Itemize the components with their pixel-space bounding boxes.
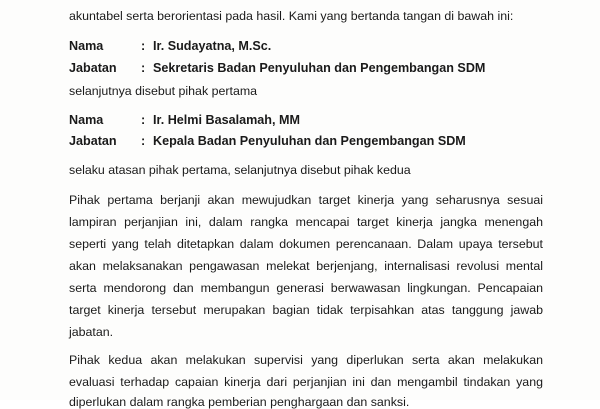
first-party-name-colon: : bbox=[141, 39, 146, 53]
paragraph-1-line: serta mendorong dan membangun generasi berwawasan lingkungan. Pencapaian bbox=[69, 281, 543, 295]
intro-line: akuntabel serta berorientasi pada hasil. Kami yang bertanda tangan di bawah ini: bbox=[69, 9, 514, 23]
first-party-name-value: Ir. Sudayatna, M.Sc. bbox=[153, 39, 272, 53]
first-party-name-row bbox=[69, 39, 271, 53]
first-party-designation: selanjutnya disebut pihak pertama bbox=[69, 84, 258, 98]
paragraph-2-line: diperlukan dalam rangka pemberian penghargaan dan sanksi. bbox=[69, 395, 410, 409]
second-party-name-colon: : bbox=[141, 113, 146, 127]
paragraph-1-line: seperti yang telah ditetapkan dalam dokumen perencanaan. Dalam upaya tersebut bbox=[69, 237, 543, 251]
second-party-name-row bbox=[69, 113, 300, 127]
paragraph-1-line: akan melaksanakan pengawasan melekat berjenjang, internalisasi revolusi mental bbox=[69, 259, 543, 273]
first-party-position-colon: : bbox=[141, 61, 146, 75]
paragraph-1-line: jabatan. bbox=[69, 325, 114, 339]
first-party-name-label: Nama bbox=[69, 39, 104, 53]
second-party-position-label: Jabatan bbox=[69, 134, 117, 148]
second-party-position-value: Kepala Badan Penyuluhan dan Pengembangan SDM bbox=[153, 134, 466, 148]
paragraph-1-line: target kinerja tersebut merupakan bagian tidak terpisahkan atas tanggung jawab bbox=[69, 303, 543, 317]
second-party-position-row bbox=[69, 134, 466, 148]
paragraph-2-line: Pihak kedua akan melakukan supervisi yang diperlukan serta akan melakukan bbox=[69, 353, 543, 367]
paragraph-1-line: lampiran perjanjian ini, dalam rangka mencapai target kinerja jangka menengah bbox=[69, 215, 543, 229]
second-party-position-colon: : bbox=[141, 134, 146, 148]
second-party-name-value: Ir. Helmi Basalamah, MM bbox=[153, 113, 300, 127]
paragraph-2-line: evaluasi terhadap capaian kinerja dari perjanjian ini dan mengambil tindakan yang bbox=[69, 375, 543, 389]
second-party-name-label: Nama bbox=[69, 113, 104, 127]
first-party-position-label: Jabatan bbox=[69, 61, 117, 75]
second-party-designation: selaku atasan pihak pertama, selanjutnya disebut pihak kedua bbox=[69, 163, 411, 177]
first-party-position-row bbox=[69, 61, 485, 75]
first-party-position-value: Sekretaris Badan Penyuluhan dan Pengembangan SDM bbox=[153, 61, 486, 75]
paragraph-1-line: Pihak pertama berjanji akan mewujudkan target kinerja yang seharusnya sesuai bbox=[69, 193, 543, 207]
